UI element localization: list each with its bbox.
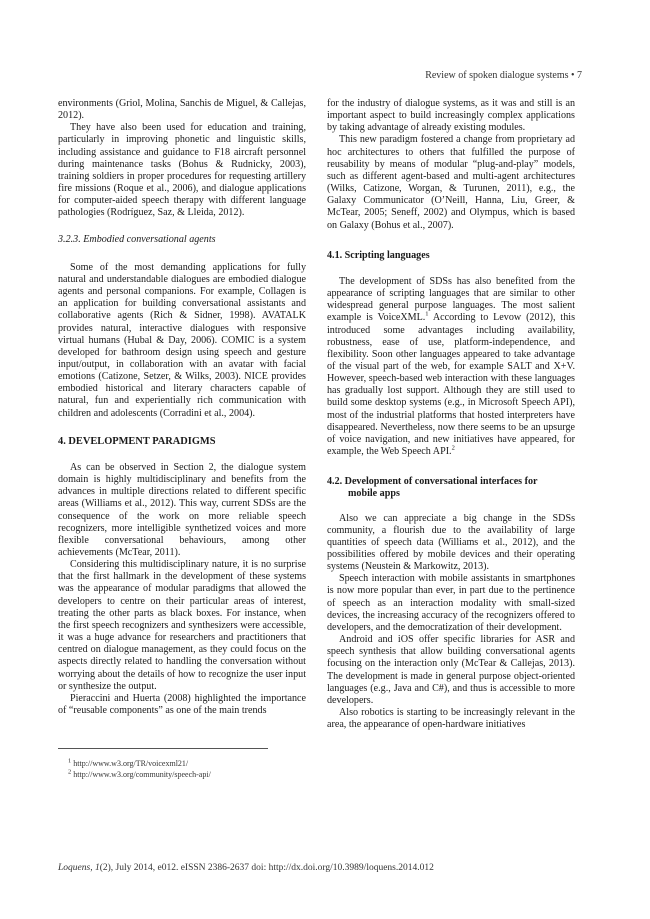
- right-column: [327, 98, 575, 731]
- paragraph: for the industry of dialogue systems, as it was and still is an important aspect to build increasingly complex applications by taking advantage of already existing modules.: [327, 98, 575, 134]
- paragraph: Also we can appreciate a big change in the SDSs community, a flourish due to the availability of large quantities of speech data (Williams et al., 2012), and the possibilities offered by mobile devices and their operating systems (Neustein & Markowitz, 2013).: [327, 512, 575, 573]
- paragraph: [327, 276, 575, 458]
- paragraph-text: The development of SDSs has also benefited from the appearance of scripting languages that are similar to other widespread general purpose languages. The most salient example is VoiceXML.: [327, 275, 575, 324]
- heading-line: 4.2. Development of conversational interfaces for: [327, 476, 538, 488]
- subsection-heading-3-2-3: 3.2.3. Embodied conversational agents: [58, 233, 216, 245]
- running-header: Review of spoken dialogue systems • 7: [425, 70, 582, 81]
- paragraph: Speech interaction with mobile assistants in smartphones is now more popular than ever, in part due to the pertinence of speech as an interaction modality with small-sized devices, the increasing accuracy of the recognizers offered to developers, and the democratization of their development.: [327, 573, 575, 633]
- footnote-2: [68, 769, 211, 780]
- heading-line: mobile apps: [348, 488, 400, 500]
- footnote-link[interactable]: http://www.w3.org/TR/voicexml21/: [73, 759, 189, 768]
- footnote-number: 2: [68, 768, 72, 776]
- page-footer: [58, 863, 434, 873]
- footnote-link[interactable]: http://www.w3.org/community/speech-api/: [73, 770, 211, 779]
- paragraph: Considering this multidisciplinary nature, it is no surprise that the first hallmark in the development of these systems was the appearance of modular paradigms that allowed the developers to centre on their particular areas of interest, treating the other parts as black boxes. For instance, when the first speech recognizers and synthesizers were accessible, it was a huge advance for researchers and practitioners that centred on dialogue management, as they could focus on the aspects directly related to handling the conversation without worrying about the details of how to recognize the user input or synthesize the output.: [58, 559, 306, 692]
- paragraph: Pieraccini and Huerta (2008) highlighted the importance of “reusable components” as one of the main trends: [58, 692, 306, 717]
- paragraph-text: According to Levow (2012), this introduced some advantages including availability, robustness, ease of use, platform-independence, and flexibility. Soon other languages appeared to take advantage of the visual part of the web, for example SALT and X+V. However, speech-based web interaction with these languages has gradually lost support. Although they are still used to build some desktop systems (e.g., in Microsoft Speech API), most of the industrial platforms that hosted interpreters have disappeared. Nevertheless, now there seems to be an upsurge of voice navigation, and new initiatives have appeared, for example, the Web Speech API.: [327, 312, 575, 458]
- paragraph: Also robotics is starting to be increasingly relevant in the area, the appearance of open-hardware initiatives: [327, 707, 575, 731]
- subsection-heading-4-1: 4.1. Scripting languages: [327, 249, 430, 261]
- footnote-number: 1: [68, 757, 72, 765]
- paragraph: They have also been used for education and training, particularly in improving phonetic and linguistic skills, including assistance and guidance to F18 aircraft personnel during maintenance tasks (Bohus & Rudnicky, 2003), training soldiers in proper procedures for requesting artillery fire missions (Roque et al., 2006), and dialogue applications for computer-aided speech therapy with different language pathologies (Rodríguez, Saz, & Lleida, 2012).: [58, 122, 306, 219]
- left-column: [58, 98, 306, 717]
- footnote-divider: [58, 748, 268, 749]
- journal-name: Loquens,: [58, 863, 93, 873]
- paragraph: This new paradigm fostered a change from proprietary ad hoc architectures to others that fulfilled the purpose of reusability by means of modular “plug-and-play” models, such as different agent-based and multi-agent architectures (Wilks, Catizone, Worgan, & Turunen, 2011), e.g., the Galaxy Communicator (O’Neill, Hanna, Liu, Greer, & McTear, 2005; Seneff, 2002) and Olympus, which is based on Galaxy (Bohus et al., 2007).: [327, 134, 575, 231]
- footnote-1: [68, 758, 211, 769]
- section-heading-4: 4. DEVELOPMENT PARADIGMS: [58, 435, 216, 447]
- paragraph: As can be observed in Section 2, the dialogue system domain is highly multidisciplinary and benefits from the advances in multiple directions related to different specific areas (Williams et al., 2012). This way, current SDSs are the consequence of the work on more reliable speech recognizers, more intelligible synthetized voices and more flexible conversational behaviours, among other achievements (McTear, 2011).: [58, 461, 306, 558]
- footnote-ref-1[interactable]: 1: [425, 310, 429, 318]
- footnote-ref-2[interactable]: 2: [451, 444, 455, 452]
- paragraph: Some of the most demanding applications for fully natural and understandable dialogues are embodied dialogue agents and personal companions. For example, Collagen is an application for building conversational assistants and collaborative agents (Rich & Sidner, 1998). AVATALK provides natural, interactive dialogues with responsive virtual humans (Hubal & Day, 2006). COMIC is a system developed for bathroom design using speech and gesture input/output, in collaboration with an avatar with facial emotions (Catizone, Setzer, & Wilks, 2003). NICE provides embodied historical and literary characters capable of natural, fun and experientially rich communication with children and adolescents (Corradini et al., 2004).: [58, 261, 306, 419]
- footnotes: [68, 758, 211, 780]
- journal-volume: 1: [94, 863, 100, 873]
- citation-details: (2), July 2014, e012. eISSN 2386-2637 doi: http://dx.doi.org/10.3989/loquens.2014.012: [99, 863, 434, 873]
- paragraph: environments (Griol, Molina, Sanchis de Miguel, & Callejas, 2012).: [58, 98, 306, 122]
- paragraph: Android and iOS offer specific libraries for ASR and speech synthesis that allow building conversational agents focusing on the interaction only (McTear & Callejas, 2013). The development is made in general purpose object-oriented languages (e.g., Java and C#), and thus is accessible to more developers.: [327, 634, 575, 706]
- subsection-heading-4-2: [327, 476, 575, 500]
